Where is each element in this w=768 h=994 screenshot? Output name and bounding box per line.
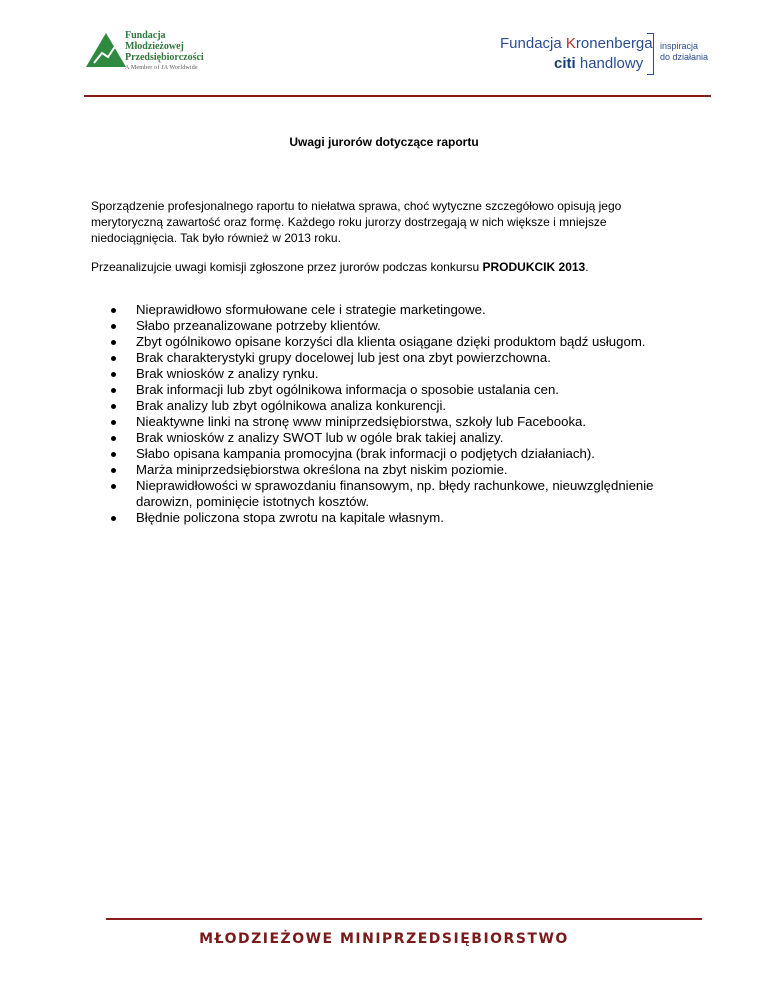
list-item-text: Brak charakterystyki grupy docelowej lub jest ona zbyt powierzchowna. [136,350,551,365]
page-header [0,0,768,100]
bullet-icon [111,516,116,521]
instruction-text: Przeanalizujcie uwagi komisji zgłoszone przez jurorów podczas konkursu [91,260,483,274]
list-item-text: Słabo opisana kampania promocyjna (brak informacji o podjętych działaniach). [136,446,595,461]
list-item-text: Nieaktywne linki na stronę www miniprzedsiębiorstwa, szkoły lub Facebooka. [136,414,587,429]
list-item-text: Brak informacji lub zbyt ogólnikowa informacja o sposobie ustalania cen. [136,382,559,397]
list-item [91,318,691,334]
citi-handlowy [554,55,643,72]
list-item-text: Błędnie policzona stopa zwrotu na kapitale własnym. [136,510,444,525]
list-item-text: Nieprawidłowo sformułowane cele i strategie marketingowe. [136,302,486,317]
document-title: Uwagi jurorów dotyczące raportu [289,135,479,149]
fmp-logo-icon [86,33,126,67]
kronenberg-name [500,35,653,52]
kronenberg-name-k: K [565,35,576,52]
jury-remarks-list [91,302,691,526]
list-item-text: Zbyt ogólnikowo opisane korzyści dla klienta osiągane dzięki produktom bądź usługom. [136,334,646,349]
list-item [91,414,691,430]
citi-word: citi [554,55,576,72]
bullet-icon [111,340,116,345]
footer-divider [106,918,702,920]
slogan-line-2: do działania [660,52,709,62]
list-item [91,398,691,414]
intro-paragraph: Sporządzenie profesjonalnego raportu to niełatwa sprawa, choć wytyczne szczegółowo opisują jego merytoryczną zawartość oraz formę. Każdego roku jurorzy dostrzegają w nich większe i mniejsze niedociągnięcia. Tak było również w 2013 roku. [91,199,622,245]
list-item-text: Brak wniosków z analizy SWOT lub w ogóle brak takiej analizy. [136,430,504,445]
bullet-icon [111,420,116,425]
list-item-text: Brak analizy lub zbyt ogólnikowa analiza konkurencji. [136,398,447,413]
bullet-icon [111,308,116,313]
list-item-text: Brak wniosków z analizy rynku. [136,366,319,381]
slogan-line-1: inspiracja [660,41,699,51]
fmp-logo-line-2: Młodzieżowej [125,41,184,52]
bullet-icon [111,356,116,361]
list-item [91,350,691,366]
contest-name: PRODUKCIK 2013 [482,260,586,274]
bullet-icon [111,484,116,489]
bullet-icon [111,468,116,473]
list-item-text: Słabo przeanalizowane potrzeby klientów. [136,318,381,333]
handlowy-word: handlowy [575,55,644,72]
list-item [91,366,691,382]
fmp-logo-text [125,30,204,74]
bullet-icon [111,372,116,377]
list-item [91,446,691,462]
header-divider [84,95,711,97]
bullet-icon [111,404,116,409]
instruction-end: . [585,260,589,274]
instruction-paragraph [91,259,681,275]
list-item-text: Marża miniprzedsiębiorstwa określona na zbyt niskim poziomie. [136,462,508,477]
kronenberg-name-end: ronenberga [575,35,653,52]
bullet-icon [111,388,116,393]
list-item [91,302,691,318]
bullet-icon [111,324,116,329]
list-item [91,334,691,350]
kronenberg-name-start: Fundacja [500,35,566,52]
bracket-divider [647,33,654,75]
fmp-logo-line-1: Fundacja [125,30,166,41]
list-item [91,462,691,478]
list-item [91,430,691,446]
fmp-logo-line-3: Przedsiębiorczości [125,52,204,63]
list-item-text: Nieprawidłowości w sprawozdaniu finansowym, np. błędy rachunkowe, nieuwzględnienie darowizn, pominięcie istotnych kosztów. [136,478,654,509]
fmp-logo-tagline: A Member of JA Worldwide [125,65,198,71]
list-item [91,478,691,510]
bullet-icon [111,452,116,457]
footer-title: MŁODZIEŻOWE MINIPRZEDSIĘBIORSTWO [199,931,569,947]
list-item [91,510,691,526]
kronenberg-slogan [660,41,708,63]
list-item [91,382,691,398]
bullet-icon [111,436,116,441]
